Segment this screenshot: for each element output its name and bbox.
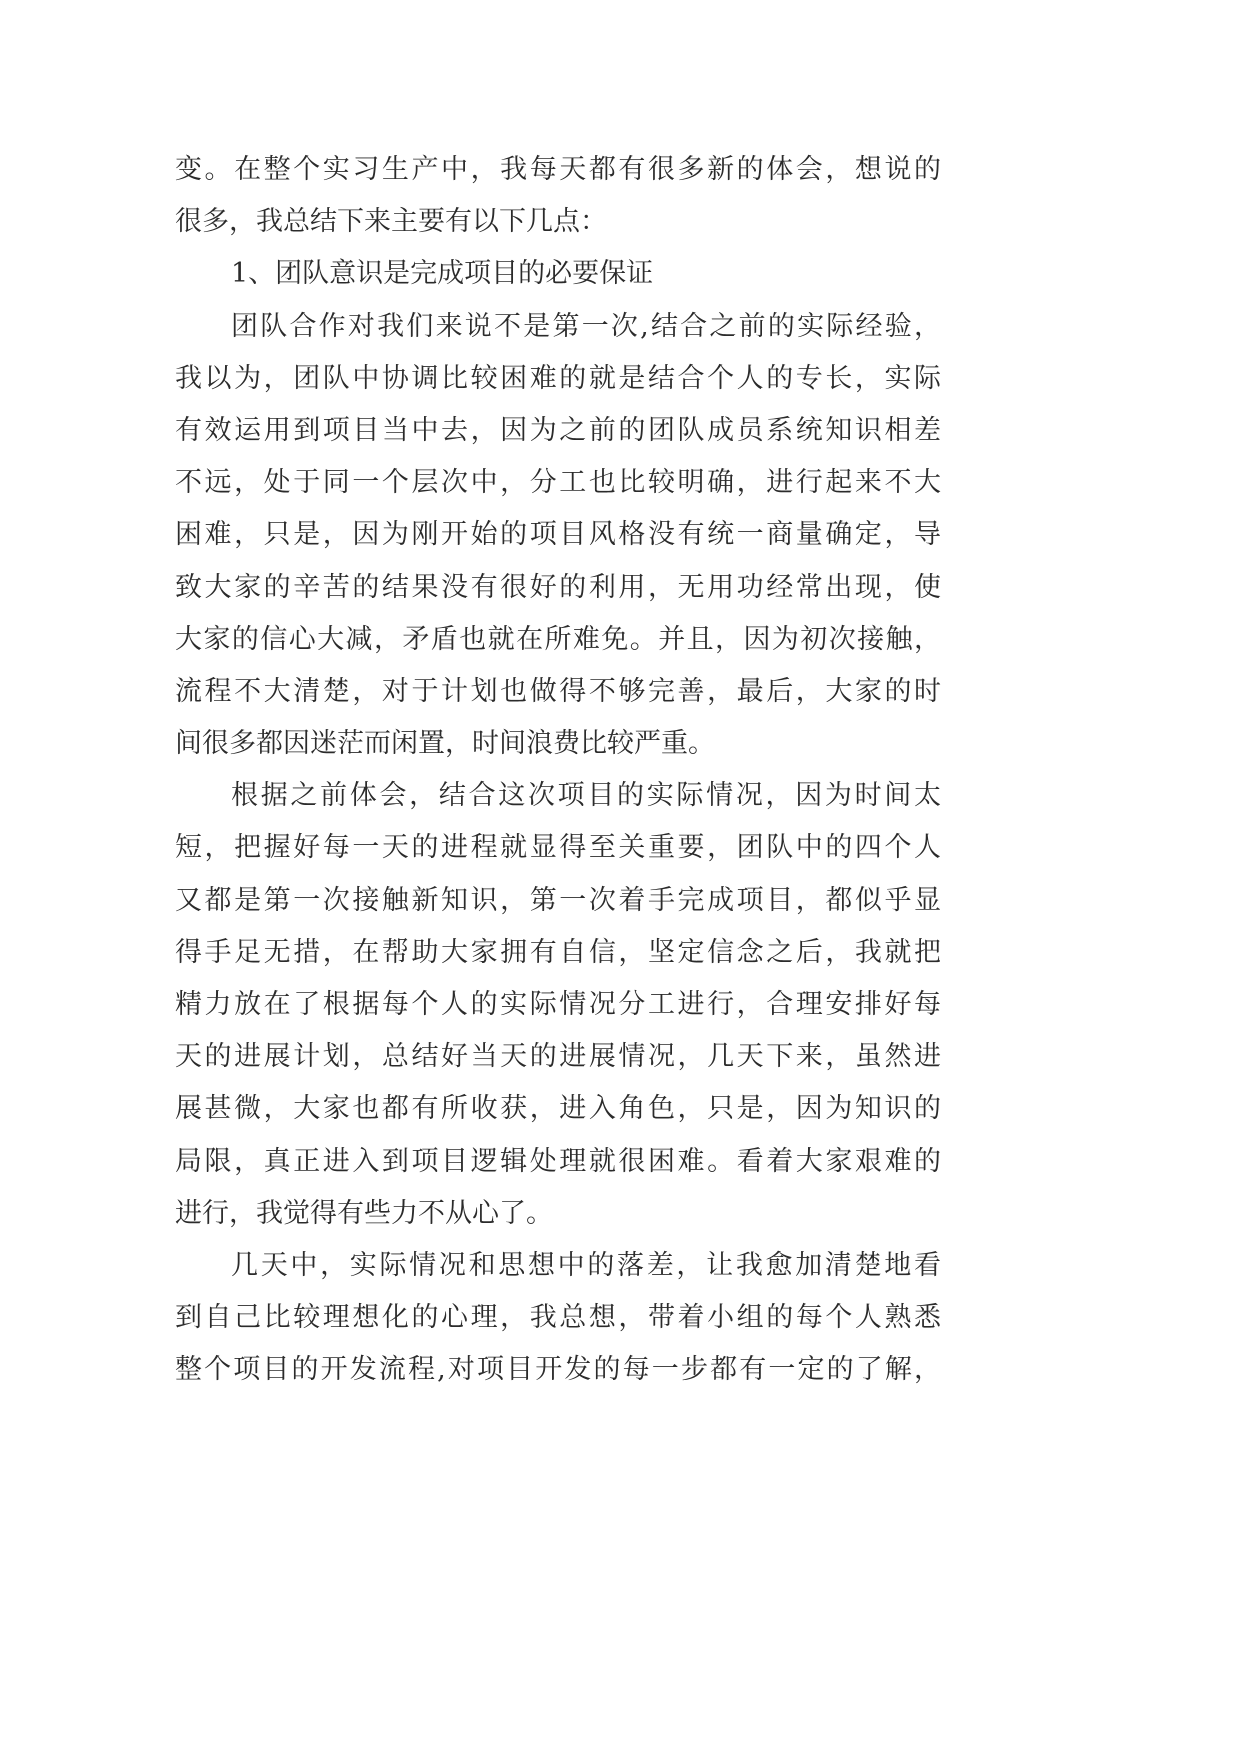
text-line: 精力放在了根据每个人的实际情况分工进行，合理安排好每: [175, 989, 941, 1020]
text-line: 变。在整个实习生产中，我每天都有很多新的体会，想说的: [175, 154, 941, 185]
text-line: 流程不大清楚，对于计划也做得不够完善，最后，大家的时: [175, 675, 941, 707]
text-line: 根据之前体会，结合这次项目的实际情况，因为时间太: [231, 780, 941, 812]
paragraph: [175, 770, 941, 1240]
text-line: 局限，真正进入到项目逻辑处理就很困难。看着大家艰难的: [175, 1145, 941, 1177]
text-line: 很多，我总结下来主要有以下几点：: [175, 206, 607, 238]
text-line: 不远，处于同一个层次中，分工也比较明确，进行起来不大: [175, 467, 941, 499]
text-line: 展甚微，大家也都有所收获，进入角色，只是，因为知识的: [175, 1093, 941, 1125]
text-line: 天的进展计划，总结好当天的进展情况，几天下来，虽然进: [175, 1041, 941, 1073]
text-line: 几天中，实际情况和思想中的落差，让我愈加清楚地看: [231, 1249, 941, 1281]
text-line: 又都是第一次接触新知识，第一次着手完成项目，都似乎显: [175, 884, 941, 916]
body-text: [175, 144, 941, 1397]
text-line: 团队合作对我们来说不是第一次,结合之前的实际经验，: [231, 310, 941, 342]
paragraph: [175, 301, 941, 771]
text-line: 到自己比较理想化的心理，我总想，带着小组的每个人熟悉: [175, 1302, 941, 1334]
paragraph-continued: [175, 144, 941, 248]
text-line: 困难，只是，因为刚开始的项目风格没有统一商量确定，导: [175, 519, 941, 551]
text-line: 我以为，团队中协调比较困难的就是结合个人的专长，实际: [175, 362, 941, 394]
paragraph: [175, 1240, 941, 1397]
section-heading: [175, 248, 941, 300]
text-line: 大家的信心大减，矛盾也就在所难免。并且，因为初次接触，: [175, 623, 941, 655]
text-line: 间很多都因迷茫而闲置，时间浪费比较严重。: [175, 728, 715, 760]
text-line: 整个项目的开发流程,对项目开发的每一步都有一定的了解，: [175, 1354, 941, 1386]
text-line: 致大家的辛苦的结果没有很好的利用，无用功经常出现，使: [175, 571, 941, 603]
text-line: 有效运用到项目当中去，因为之前的团队成员系统知识相差: [175, 414, 941, 446]
heading-text: 1、团队意识是完成项目的必要保证: [231, 258, 654, 290]
text-line: 得手足无措，在帮助大家拥有自信，坚定信念之后，我就把: [175, 936, 941, 968]
text-line: 短，把握好每一天的进程就显得至关重要，团队中的四个人: [175, 832, 941, 864]
text-line: 进行，我觉得有些力不从心了。: [175, 1197, 553, 1229]
